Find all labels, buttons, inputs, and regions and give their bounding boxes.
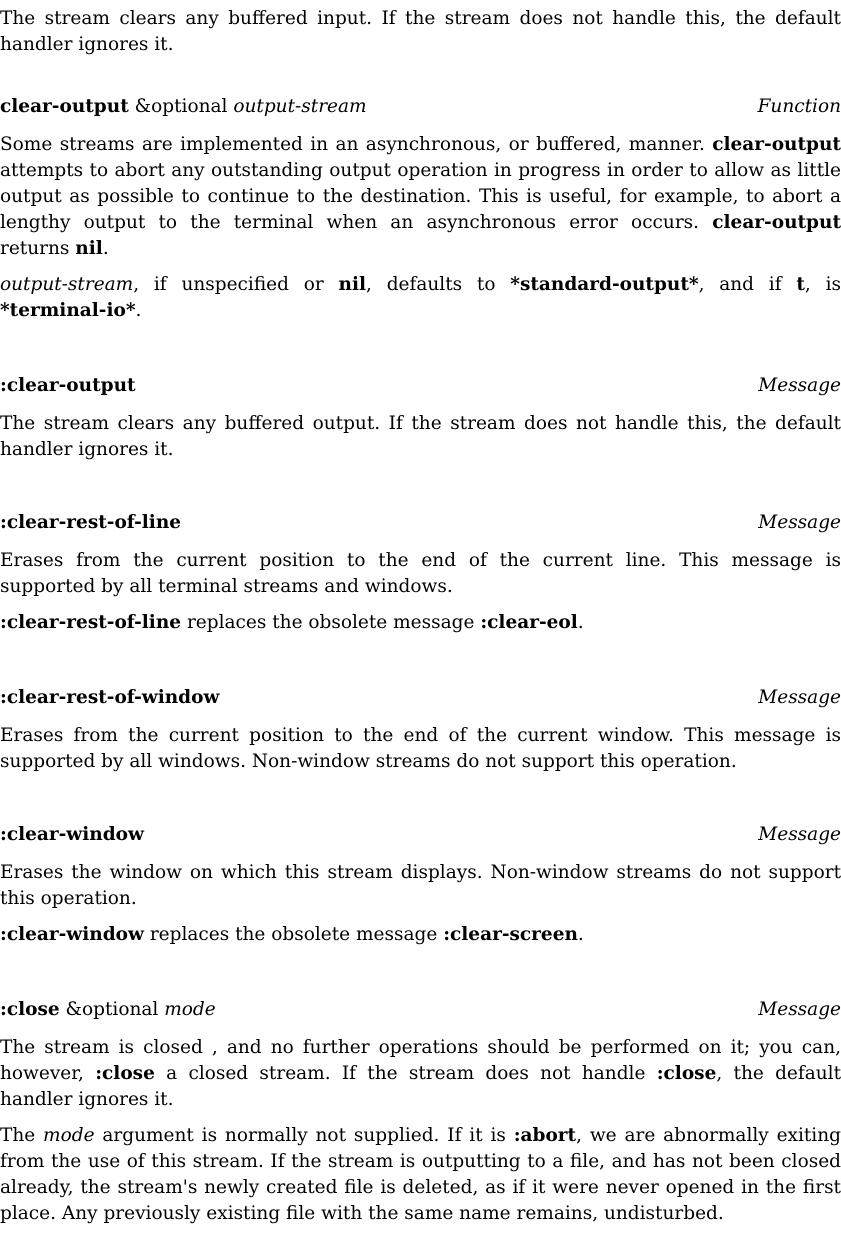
intro-paragraph: The stream clears any buffered input. If the stream does not handle this, the default handler ignores it. xyxy=(0,8,841,55)
entry-description: Erases from the current position to the end of the current line. This message is supported by all terminal streams and windows. xyxy=(0,550,841,597)
entry-clear-rest-of-line xyxy=(0,510,841,636)
entry-name: :clear-rest-of-window xyxy=(0,687,220,708)
entry-argument-note: output-stream, if unspecified or nil, defaults to *standard-output*, and if t, is *terminal-io*. xyxy=(0,274,841,321)
entry-kind: Message xyxy=(758,512,841,533)
entry-name: :clear-output xyxy=(0,375,136,396)
entry-name: clear-output xyxy=(0,96,129,117)
entry-description: Erases the window on which this stream displays. Non-window streams do not support this operation. xyxy=(0,862,841,909)
entry-name: :clear-rest-of-line xyxy=(0,512,182,533)
entry-name: :close xyxy=(0,999,60,1020)
entry-header xyxy=(0,373,841,399)
entry-mode-note: The mode argument is normally not supplied. If it is :abort, we are abnormally exiting from the use of this stream. If the stream is outputting to a file, and has not been closed already, the stream's newly created file is deleted, as if it were never opened in the first place. Any previously existing file with the same name remains, undisturbed. xyxy=(0,1125,841,1224)
entry-kind: Message xyxy=(758,999,841,1020)
entry-clear-output-message xyxy=(0,373,841,463)
entry-description: Some streams are implemented in an asynchronous, or buffered, manner. clear-output attempts to abort any outstanding output operation in progress in order to allow as little output as possible to continue to the destination. This is useful, for example, to abort a lengthy output to the terminal when an asynchronous error occurs. clear-output returns nil. xyxy=(0,134,841,259)
intro-block xyxy=(0,6,841,58)
entry-header xyxy=(0,685,841,711)
entry-header xyxy=(0,510,841,536)
entry-close xyxy=(0,997,841,1227)
entry-clear-rest-of-window xyxy=(0,685,841,775)
entry-description: Erases from the current position to the end of the current window. This message is supported by all windows. Non-window streams do not support this operation. xyxy=(0,725,841,772)
entry-kind: Message xyxy=(758,687,841,708)
entry-header xyxy=(0,94,841,120)
lambda-keyword: &optional xyxy=(134,96,228,117)
entry-argument: mode xyxy=(164,999,216,1020)
entry-description: The stream is closed , and no further operations should be performed on it; you can, however, :close a closed stream. If the stream does not handle :close, the default handler ignores it. xyxy=(0,1037,841,1110)
entry-clear-output-function xyxy=(0,94,841,324)
entry-obsolete-note: :clear-window replaces the obsolete message :clear-screen. xyxy=(0,924,584,945)
entry-argument: output-stream xyxy=(233,96,367,117)
entry-kind: Message xyxy=(758,375,841,396)
entry-kind: Message xyxy=(758,824,841,845)
entry-kind: Function xyxy=(757,96,841,117)
entry-signature xyxy=(0,997,216,1023)
entry-obsolete-note: :clear-rest-of-line replaces the obsolete message :clear-eol. xyxy=(0,612,584,633)
entry-header xyxy=(0,822,841,848)
lambda-keyword: &optional xyxy=(65,999,159,1020)
entry-signature xyxy=(0,94,367,120)
entry-clear-window xyxy=(0,822,841,948)
entry-name: :clear-window xyxy=(0,824,144,845)
entry-header xyxy=(0,997,841,1023)
entry-description: The stream clears any buffered output. If the stream does not handle this, the default handler ignores it. xyxy=(0,413,841,460)
